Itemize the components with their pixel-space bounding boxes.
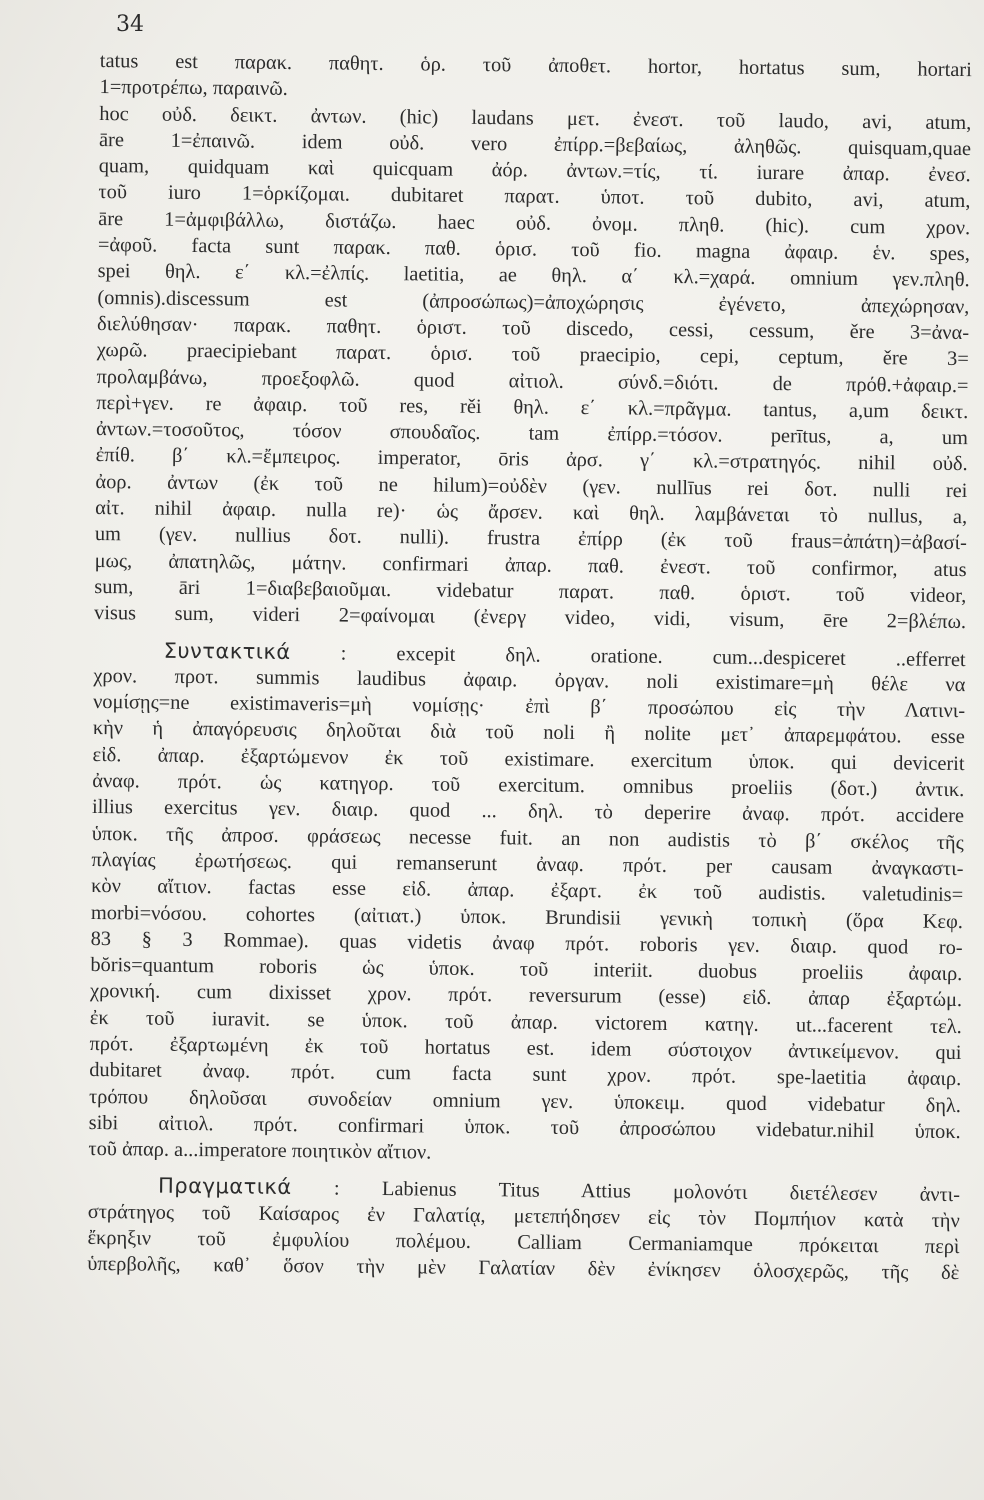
text-line: τοῦ ἀπαρ. a...imperatore ποιητικὸν αἴτιον. [88,1138,432,1164]
text-line: κὸν αἴτιον. factas esse εἰδ. ἀπαρ. ἐξαρτ. ἐκ τοῦ audistis. valetudinis= [91,875,964,907]
section-heading-syntaktika: Συντακτικά [163,638,291,664]
text-line: quam, quidquam καὶ quicquam ἀόρ. ἀντων.=τίς, τί. iurare ἀπαρ. ἐνεσ. [98,155,971,187]
text-line: περὶ+γεν. re ἀφαιρ. τοῦ res, rěi θηλ. ε΄ κλ.=πρᾶγμα. tantus, a,um δεικτ. [96,391,969,423]
text-line: αἰτ. nihil ἀφαιρ. nulla re)· ὡς ἄρσεν. καὶ θηλ. λαμβάνεται τὸ nullus, a, [95,497,968,529]
text-line: bŏris=quantum roboris ὡς ὑποκ. τοῦ interiit. duobus proeliis ἀφαιρ. [90,954,963,986]
text-line: hoc οὐδ. δεικτ. ἀντων. (hic) laudans μετ. ἐνεστ. τοῦ laudo, avi, atum, [99,102,972,134]
section-heading-pragmatika: Πραγματικά [157,1174,292,1200]
pragmatika-section [87,1172,960,1286]
text-line: ἐκ τοῦ iuravit. se ὑποκ. τοῦ ἀπαρ. victorem κατηγ. ut...facerent τελ. [89,1006,962,1038]
lexical-notes-block [94,48,972,636]
text-line: āre 1=ἀμφιβάλλω, διστάζω. haec οὐδ. ὀνομ. πληθ. (hic). cum χρον. [98,207,971,239]
text-line: =ἀφοῦ. facta sunt παρακ. παθ. ὁρισ. τοῦ fio. magna ἀφαιρ. ἑν. spes, [97,234,971,266]
text-line: āre 1=ἐπαινῶ. idem οὐδ. vero ἐπίρρ.=βεβαίως, ἀληθῶς. quisquam,quae [98,128,972,161]
text-line: ἐπίθ. β΄ κλ.=ἔμπειρος. imperator, ōris ἀρσ. γ΄ κλ.=στρατηγός. nihil οὐδ. [95,444,968,476]
text-line: νομίσῃς=ne existimaveris=μὴ νομίσῃς· ἐπὶ β΄ προσώπου εἰς τὴν Λατινι- [93,691,966,723]
text-line: τοῦ iuro 1=ὁρκίζομαι. dubitaret παρατ. ὑποτ. τοῦ dubito, avi, atum, [98,181,971,213]
text-line: ἀντων.=τοσοῦτος, τόσον σπουδαῖος. tam ἐπίρρ.=τόσον. perītus, a, um [95,418,969,450]
text-line: illius exercitus γεν. διαιρ. quod ... δηλ. τὸ deperire ἀναφ. πρότ. accidere [91,796,965,828]
text-line: tatus est παρακ. παθητ. ὁρ. τοῦ ἀποθετ. hortor, hortatus sum, hortari [99,49,972,82]
text-line: (omnis).discessum est (ἀπροσώπως)=ἀποχώρησις ἐγένετο, ἀπεχώρησαν, [97,286,970,318]
text-fragment: : excepit δηλ. oratione. cum...despiceret ..efferret [340,642,966,671]
text-line: κὴν ἡ ἀπαγόρευσις δηλοῦται διὰ τοῦ noli ἢ nolite μετ᾽ ἀπαρεμφάτου. esse [92,717,965,749]
text-line: πλαγίας ἐρωτήσεως. qui remanserunt ἀναφ. πρότ. per causam ἀναγκαστι- [91,848,964,880]
text-line: visus sum, videri 2=φαίνομαι (ἐνεργ video, vidi, visum, ēre 2=βλέπω. [93,602,967,634]
text-line: um (γεν. nullius δοτ. nulli). frustra ἐπίρρ (ἐκ τοῦ fraus=ἀπάτη)=ἀβασί- [94,523,967,555]
text-fragment: : Labienus Titus Attius μολονότι διετέλεσεν ἀντι- [333,1177,961,1207]
text-line: χωρῶ. praecipiebant παρατ. ὁρισ. τοῦ praecipio, cepi, ceptum, ěre 3= [96,339,969,371]
text-line: πρότ. ἐξαρτωμένη ἐκ τοῦ hortatus est. idem σύστοιχον ἀντικείμενον. qui [89,1032,962,1065]
page-number: 34 [116,12,144,37]
text-body [87,48,972,1287]
text-line: spei θηλ. ε΄ κλ.=ἐλπίς. laetitia, ae θηλ. α΄ κλ.=χαρά. omnium γεν.πληθ. [97,260,970,292]
text-line: ἔκρηξιν τοῦ ἐμφυλίου πολέμου. Calliam Cermaniamque πρόκειται περὶ [87,1226,960,1259]
text-line: ὑπερβολῆς, καθ᾽ ὅσον τὴν μὲν Γαλατίαν δὲν ἐνίκησεν ὁλοσχερῶς, τῆς δὲ [87,1253,960,1285]
text-line: 83 § 3 Rommae). quas videtis ἀναφ πρότ. roboris γεν. διαιρ. quod ro- [90,927,963,959]
text-line: dubitaret ἀναφ. πρότ. cum facta sunt χρον. πρότ. spe-laetitia ἀφαιρ. [89,1059,962,1091]
text-line: διελύθησαν· παρακ. παθητ. ὁριστ. τοῦ discedo, cessi, cessum, ěre 3=ἀνα- [96,312,970,345]
text-line: εἰδ. ἀπαρ. ἐξαρτώμενον ἐκ τοῦ existimare. exercitum ὑποκ. qui devicerit [92,743,965,775]
syntaktika-section [88,636,965,1171]
text-line: morbi=νόσου. cohortes (αἰτιατ.) ὑποκ. Brundisii γενικὴ τοπικὴ (ὅρα Κεφ. [90,901,964,933]
text-line: sibi αἰτιολ. πρότ. confirmari ὑποκ. τοῦ ἀπροσώπου videbatur.nihil ὑποκ. [88,1111,961,1143]
text-line: sum, āri 1=διαβεβαιοῦμαι. videbatur παρατ. παθ. ὁριστ. τοῦ videor, [94,575,967,608]
text-line: χρον. προτ. summis laudibus ἀφαιρ. ὀργαν. noli existimare=μὴ θέλε να [93,664,966,696]
text-line: στράτηγος τοῦ Καίσαρος ἐν Γαλατίᾳ, μετεπήδησεν εἰς τὸν Πομπήιον κατὰ τὴν [87,1200,960,1232]
text-line: προλαμβάνω, προεξοφλῶ. quod αἰτιολ. σύνδ.=διότι. de πρόθ.+ἀφαιρ.= [96,365,969,397]
text-line: ὑποκ. τῆς ἀπροσ. φράσεως necesse fuit. an non audistis τὸ β΄ σκέλος τῆς [91,822,964,854]
text-line: χρονική. cum dixisset χρον. πρότ. reversurum (esse) εἰδ. ἀπαρ ἐξαρτώμ. [90,980,963,1012]
text-line: 1=προτρέπω, παραινῶ. [99,76,288,101]
text-line: ἀορ. ἀντων (ἐκ τοῦ ne hilum)=οὐδὲν (γεν. nullīus rei δοτ. nulli rei [95,470,968,502]
text-line: ἀναφ. πρότ. ὡς κατηγορ. τοῦ exercitum. omnibus proeliis (δοτ.) ἀντικ. [92,769,965,802]
text-line: τρόπου δηλοῦσαι συνοδείαν omnium γεν. ὑποκειμ. quod videbatur δηλ. [88,1085,962,1117]
text-line: μως, ἀπατηλῶς, μάτην. confirmari ἀπαρ. παθ. ἐνεστ. τοῦ confirmor, atus [94,549,967,581]
